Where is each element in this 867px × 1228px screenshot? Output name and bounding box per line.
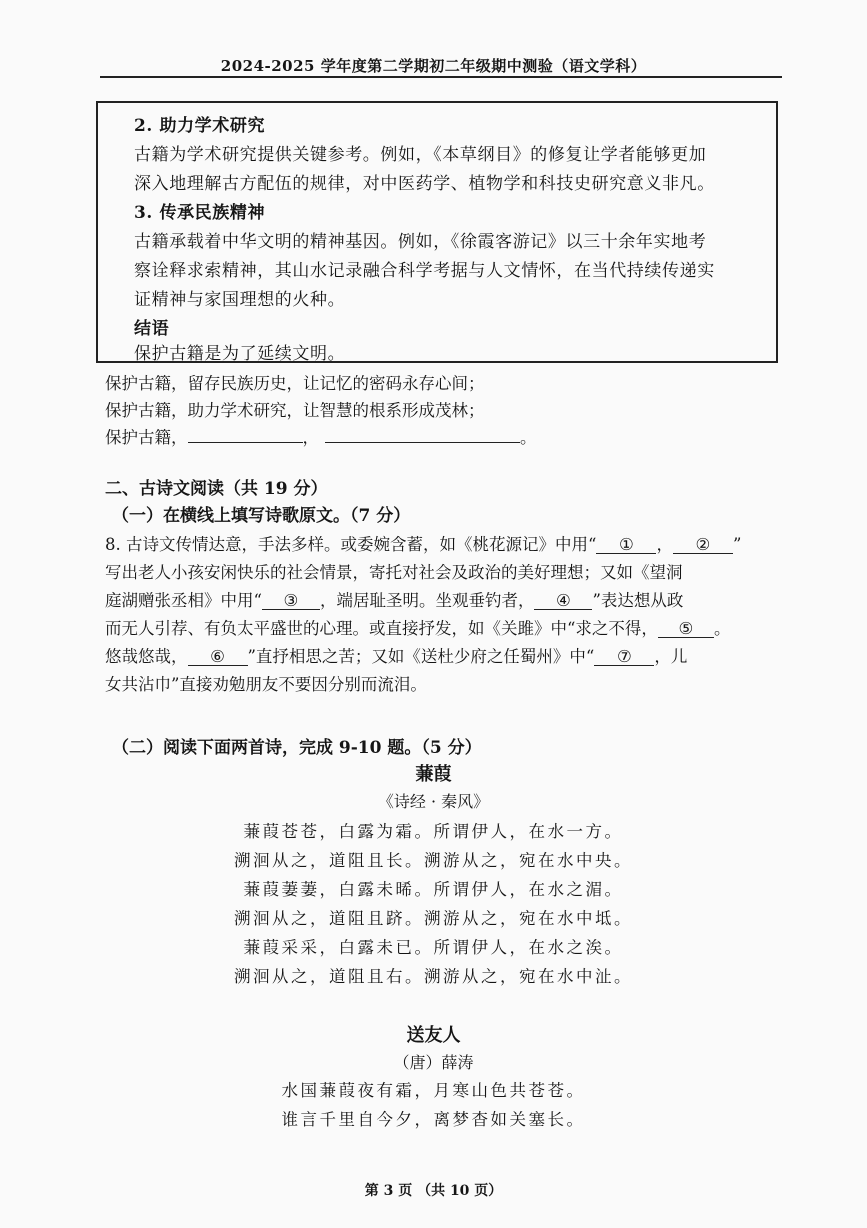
- box-heading-3: 3. 传承民族精神: [134, 203, 266, 223]
- page-header: 2024-2025 学年度第二学期初二年级期中测验（语文学科）: [220, 57, 647, 75]
- poem-2-author: （唐）薛涛: [393, 1053, 474, 1072]
- page-footer: 第 3 页 （共 10 页）: [364, 1183, 503, 1199]
- answer-blank-1[interactable]: [188, 427, 303, 443]
- box-paragraph-3c: 证精神与家国理想的火种。: [134, 290, 346, 310]
- poem-1-line: 溯洄从之，道阻且长。溯游从之，宛在水中央。: [234, 851, 633, 870]
- fill-blank-2[interactable]: ②: [673, 536, 733, 554]
- box-paragraph-3b: 察诠释求索精神，其山水记录融合科学考据与人文情怀，在当代持续传递实: [134, 261, 715, 281]
- slogan-prefix: 保护古籍，: [105, 428, 188, 447]
- poem-2-line: 谁言千里自今夕，离梦杳如关塞长。: [281, 1110, 586, 1129]
- slogan-line-3: [105, 424, 537, 448]
- question-8-line-2: 写出老人小孩安闲快乐的社会情景，寄托对社会及政治的美好理想；又如《望洞: [105, 563, 683, 582]
- box-heading-conclusion: 结语: [134, 319, 170, 339]
- fill-blank-3[interactable]: ③: [262, 592, 320, 610]
- fill-blank-4[interactable]: ④: [534, 592, 592, 610]
- slogan-line-1: 保护古籍，留存民族历史，让记忆的密码永存心间；: [105, 374, 485, 393]
- box-paragraph-3a: 古籍承载着中华文明的精神基因。例如，《徐霞客游记》以三十余年实地考: [134, 232, 707, 252]
- fill-blank-6[interactable]: ⑥: [188, 648, 248, 666]
- fill-blank-7[interactable]: ⑦: [594, 648, 654, 666]
- part-1-title: （一）在横线上填写诗歌原文。（7 分）: [112, 506, 411, 526]
- answer-blank-2[interactable]: [325, 427, 520, 443]
- fill-blank-5[interactable]: ⑤: [658, 620, 714, 638]
- question-8-line-4: 而无人引荐、有负太平盛世的心理。或直接抒发，如《关雎》中“求之不得， ⑤ 。: [105, 619, 731, 638]
- poem-1-line: 蒹葭采采，白露未已。所谓伊人，在水之涘。: [243, 938, 624, 957]
- question-8-line-1: 8. 古诗文传情达意，手法多样。或委婉含蓄，如《桃花源记》中用“ ① ， ② ”: [105, 535, 742, 554]
- poem-1-title: 蒹葭: [415, 764, 452, 785]
- slogan-line-2: 保护古籍，助力学术研究，让智慧的根系形成茂林；: [105, 401, 485, 420]
- box-heading-2: 2. 助力学术研究: [134, 116, 266, 136]
- header-divider: [100, 76, 782, 78]
- slogan-end: 。: [520, 428, 537, 447]
- fill-blank-1[interactable]: ①: [596, 536, 656, 554]
- poem-2-title: 送友人: [406, 1025, 461, 1046]
- part-2-title: （二）阅读下面两首诗，完成 9-10 题。（5 分）: [112, 738, 482, 758]
- poem-2-line: 水国蒹葭夜有霜，月寒山色共苍苍。: [281, 1081, 586, 1100]
- poem-1-source: 《诗经 · 秦风》: [377, 792, 490, 811]
- question-8-line-6: 女共沾巾”直接劝勉朋友不要因分别而流泪。: [105, 675, 427, 694]
- question-8-line-3: 庭湖赠张丞相》中用“ ③ ，端居耻圣明。坐观垂钓者， ④ ”表达想从政: [105, 591, 684, 610]
- poem-1-line: 蒹葭萋萋，白露未晞。所谓伊人，在水之湄。: [243, 880, 624, 899]
- material-box: [96, 101, 778, 363]
- slogan-separator: ，: [302, 428, 319, 447]
- poem-1-line: 溯洄从之，道阻且右。溯游从之，宛在水中沚。: [234, 967, 633, 986]
- poem-1-line: 蒹葭苍苍，白露为霜。所谓伊人，在水一方。: [243, 822, 624, 841]
- poem-1-line: 溯洄从之，道阻且跻。溯游从之，宛在水中坻。: [234, 909, 633, 928]
- section-2-title: 二、古诗文阅读（共 19 分）: [105, 479, 328, 499]
- question-8-line-5: 悠哉悠哉， ⑥ ”直抒相思之苦；又如《送杜少府之任蜀州》中“ ⑦ ，儿: [105, 647, 688, 666]
- box-paragraph-conclusion: 保护古籍是为了延续文明。: [134, 344, 346, 364]
- box-paragraph-2a: 古籍为学术研究提供关键参考。例如，《本草纲目》的修复让学者能够更加: [134, 145, 707, 165]
- box-paragraph-2b: 深入地理解古方配伍的规律，对中医药学、植物学和科技史研究意义非凡。: [134, 174, 715, 194]
